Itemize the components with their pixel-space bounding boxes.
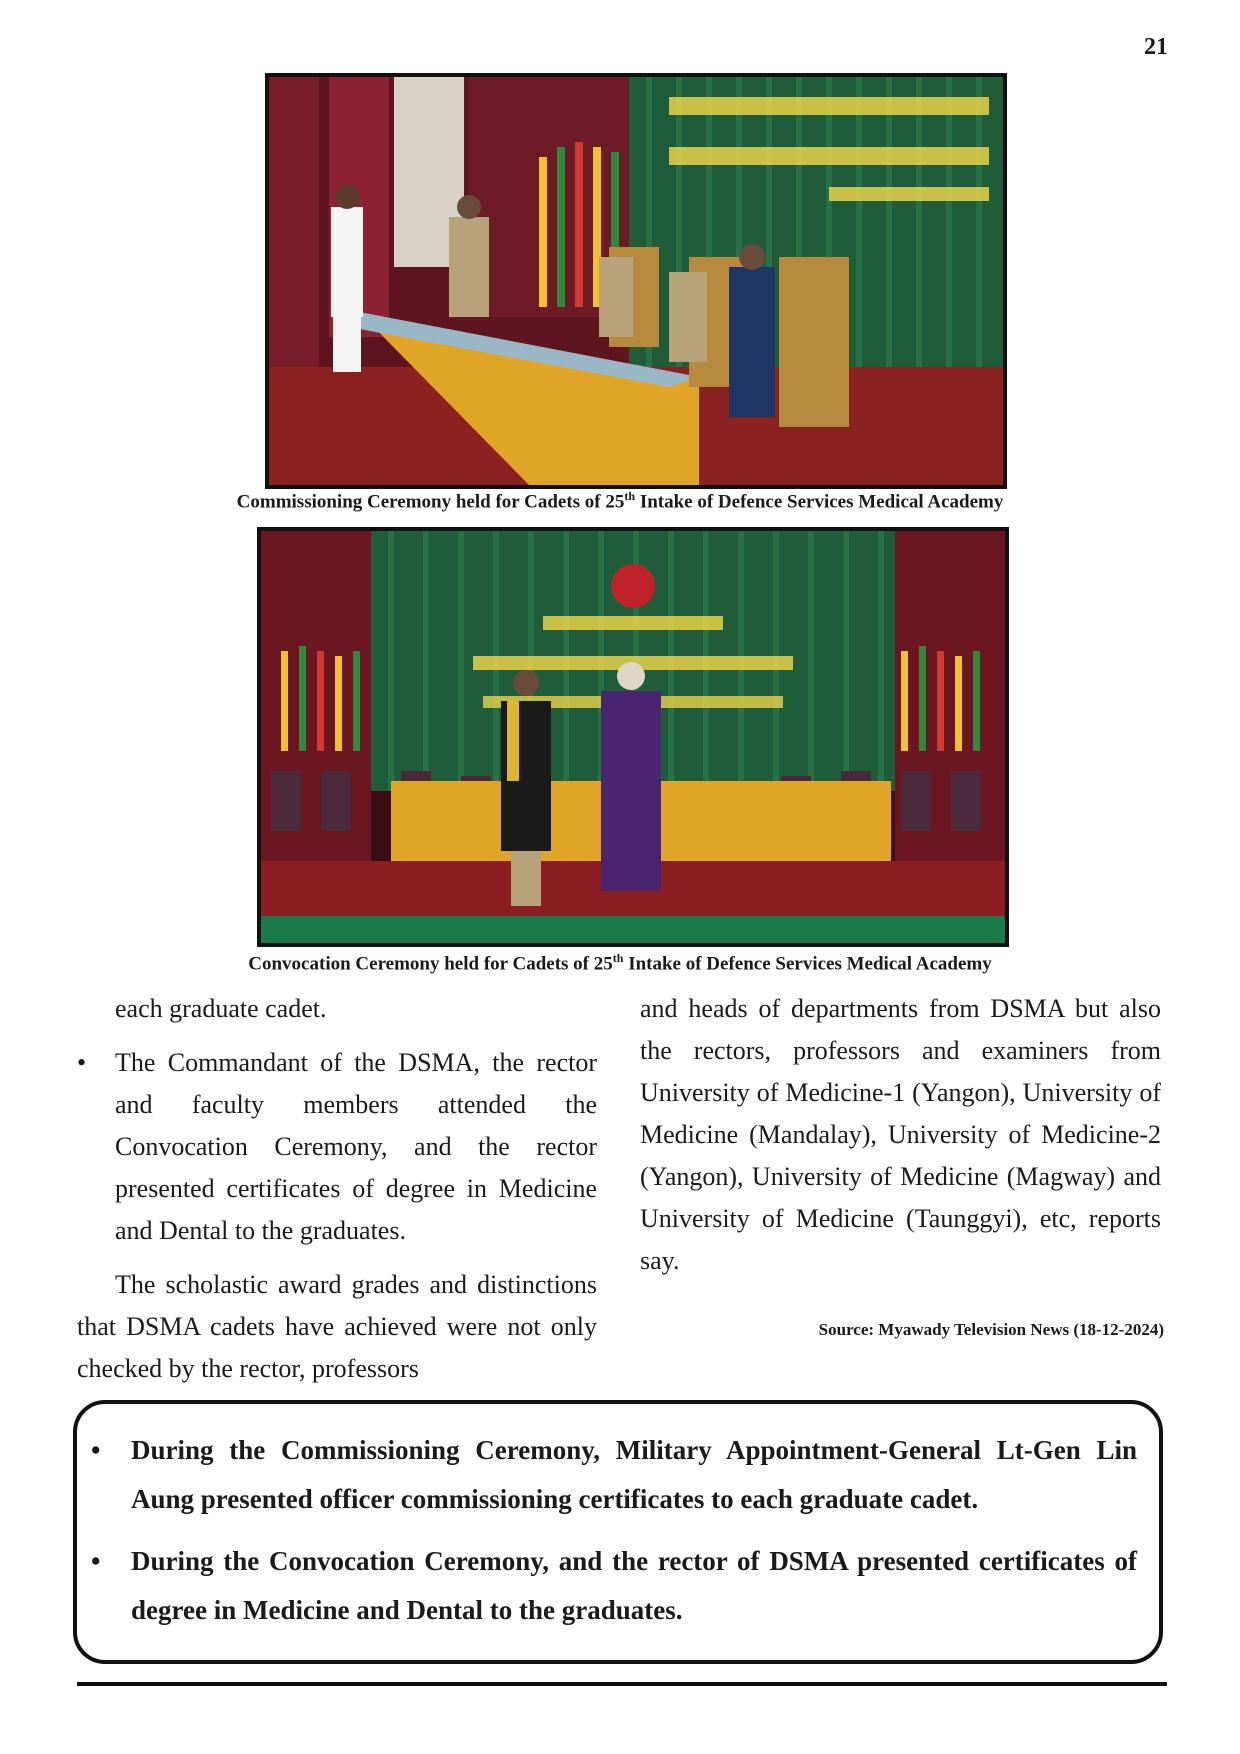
summary-text: During the Convocation Ceremony, and the rector of DSMA presented certificates of degree in Medicine and Dental to the graduates. bbox=[131, 1546, 1137, 1625]
bullet-text: The Commandant of the DSMA, the rector and faculty members attended the Convocation Ceremony, and the rector presented certificates of degree in Medicine and Dental to the graduates. bbox=[115, 1048, 597, 1245]
bullet-dot-icon: • bbox=[91, 1546, 101, 1576]
continued-text: each graduate cadet. bbox=[115, 994, 327, 1023]
summary-box bbox=[73, 1400, 1163, 1664]
paragraph: The scholastic award grades and distinctions that DSMA cadets have achieved were not only checked by the rector, professors bbox=[77, 1270, 597, 1383]
page-number: 21 bbox=[1144, 34, 1168, 60]
paragraph: and heads of departments from DSMA but also the rectors, professors and examiners from University of Medicine-1 (Yangon), University of Medicine (Mandalay), University of Medicine-2 (Yangon), University of Medicine (Magway) and University of Medicine (Taunggyi), etc, reports say. bbox=[640, 994, 1161, 1275]
body-column-left bbox=[77, 988, 597, 1390]
commissioning-ceremony-photo bbox=[265, 73, 1007, 489]
convocation-ceremony-photo bbox=[257, 527, 1009, 947]
summary-item bbox=[91, 1426, 1137, 1524]
convocation-photo-caption: Convocation Ceremony held for Cadets of 25th Intake of Defence Services Medical Academy bbox=[248, 951, 992, 975]
bullet-dot-icon: • bbox=[91, 1435, 101, 1465]
source-credit: Source: Myawady Television News (18-12-2024) bbox=[818, 1320, 1164, 1339]
bullet-item bbox=[77, 1042, 597, 1252]
commissioning-photo-caption: Commissioning Ceremony held for Cadets of 25th Intake of Defence Services Medical Academy bbox=[236, 489, 1004, 513]
summary-item bbox=[91, 1537, 1137, 1635]
body-column-right bbox=[640, 988, 1161, 1282]
summary-text: During the Commissioning Ceremony, Military Appointment-General Lt-Gen Lin Aung presented officer commissioning certificates to each graduate cadet. bbox=[131, 1435, 1137, 1514]
bottom-rule bbox=[77, 1682, 1167, 1686]
bullet-dot-icon: • bbox=[77, 1048, 87, 1077]
